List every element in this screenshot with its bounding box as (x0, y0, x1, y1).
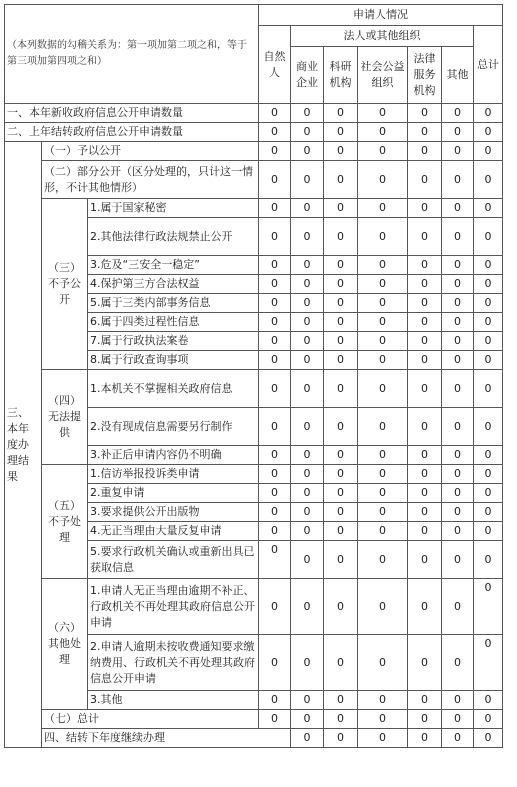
cell-value: 0 (442, 275, 474, 294)
row-label: 2.其他法律行政法规禁止公开 (88, 218, 259, 256)
cell-value: 0 (474, 256, 503, 275)
table-row (5, 199, 503, 218)
row-label: 3.补正后申请内容仍不明确 (88, 446, 259, 465)
cell-value: 0 (259, 503, 291, 522)
cell-value: 0 (291, 541, 324, 579)
group-label: （三）不予公开 (42, 199, 88, 370)
cell-value: 0 (324, 522, 358, 541)
cell-value: 0 (324, 313, 358, 332)
cell-value: 0 (408, 541, 442, 579)
cell-value: 0 (291, 313, 324, 332)
cell-value: 0 (408, 294, 442, 313)
cell-value: 0 (291, 161, 324, 199)
cell-value: 0 (474, 142, 503, 161)
cell-value: 0 (474, 123, 503, 142)
cell-value: 0 (291, 294, 324, 313)
table-row (5, 729, 503, 748)
cell-value: 0 (291, 275, 324, 294)
cell-value: 0 (442, 199, 474, 218)
cell-value: 0 (408, 484, 442, 503)
cell-value: 0 (358, 275, 408, 294)
cell-value: 0 (442, 541, 474, 579)
cell-value: 0 (474, 710, 503, 729)
cell-value: 0 (324, 332, 358, 351)
cell-value: 0 (408, 370, 442, 408)
cell-value: 0 (442, 161, 474, 199)
cell-value: 0 (324, 275, 358, 294)
cell-value: 0 (259, 446, 291, 465)
col-public-welfare: 社会公益组织 (358, 47, 408, 104)
cell-value: 0 (358, 465, 408, 484)
cell-value: 0 (358, 635, 408, 691)
cell-value: 0 (474, 275, 503, 294)
cell-value: 0 (291, 465, 324, 484)
cell-value: 0 (442, 104, 474, 123)
cell-value: 0 (474, 332, 503, 351)
cell-value: 0 (474, 446, 503, 465)
cell-value: 0 (259, 484, 291, 503)
cell-value: 0 (259, 199, 291, 218)
cell-value: 0 (324, 104, 358, 123)
cell-value: 0 (358, 503, 408, 522)
cell-value: 0 (474, 635, 503, 691)
cell-value: 0 (324, 123, 358, 142)
table-row (5, 710, 503, 729)
cell-value: 0 (324, 161, 358, 199)
table-row (5, 579, 503, 635)
cell-value: 0 (291, 710, 324, 729)
cell-value: 0 (291, 351, 324, 370)
cell-value: 0 (474, 484, 503, 503)
cell-value: 0 (259, 294, 291, 313)
cell-value: 0 (358, 161, 408, 199)
cell-value: 0 (358, 351, 408, 370)
cell-value: 0 (442, 691, 474, 710)
col-commercial: 商业企业 (291, 47, 324, 104)
row-label: 4.无正当理由大量反复申请 (88, 522, 259, 541)
cell-value: 0 (408, 729, 442, 748)
row-label: 7.属于行政执法案卷 (88, 332, 259, 351)
cell-value: 0 (442, 408, 474, 446)
cell-value: 0 (408, 710, 442, 729)
cell-value: 0 (408, 351, 442, 370)
row-label: 5.要求行政机关确认或重新出具已获取信息 (88, 541, 259, 579)
col-total: 总计 (474, 26, 503, 104)
cell-value: 0 (291, 579, 324, 635)
cell-value: 0 (291, 123, 324, 142)
cell-value: 0 (259, 275, 291, 294)
cell-value: 0 (474, 408, 503, 446)
cell-value: 0 (358, 541, 408, 579)
cell-value: 0 (442, 370, 474, 408)
cell-value: 0 (408, 275, 442, 294)
cell-value: 0 (259, 104, 291, 123)
cell-value: 0 (259, 522, 291, 541)
cell-value: 0 (358, 123, 408, 142)
cell-value: 0 (474, 199, 503, 218)
cell-value: 0 (442, 313, 474, 332)
cell-value: 0 (358, 332, 408, 351)
cell-value: 0 (408, 161, 442, 199)
group-label: （六）其他处理 (42, 579, 88, 710)
cell-value: 0 (408, 691, 442, 710)
cell-value: 0 (408, 579, 442, 635)
cell-value: 0 (324, 142, 358, 161)
table-row (5, 142, 503, 161)
cell-value: 0 (408, 503, 442, 522)
cell-value: 0 (408, 256, 442, 275)
cell-value: 0 (442, 332, 474, 351)
cell-value: 0 (291, 256, 324, 275)
cell-value: 0 (324, 635, 358, 691)
cell-value: 0 (358, 522, 408, 541)
cell-value: 0 (291, 104, 324, 123)
cell-value: 0 (259, 370, 291, 408)
cell-value: 0 (324, 370, 358, 408)
row-label: 8.属于行政查询事项 (88, 351, 259, 370)
cell-value: 0 (408, 332, 442, 351)
table-row (5, 161, 503, 199)
table-row (5, 465, 503, 484)
cell-value: 0 (358, 729, 408, 748)
cell-value: 0 (358, 104, 408, 123)
row-label: 1.本机关不掌握相关政府信息 (88, 370, 259, 408)
cell-value: 0 (442, 142, 474, 161)
cell-value: 0 (291, 218, 324, 256)
cell-value: 0 (324, 465, 358, 484)
cell-value: 0 (474, 579, 503, 635)
legal-org-header: 法人或其他组织 (291, 26, 474, 47)
cell-value: 0 (259, 142, 291, 161)
cell-value: 0 (358, 579, 408, 635)
cell-value: 0 (259, 161, 291, 199)
cell-value: 0 (358, 370, 408, 408)
cell-value: 0 (408, 313, 442, 332)
cell-value: 0 (358, 218, 408, 256)
row-label: （一）予以公开 (42, 142, 259, 161)
cell-value: 0 (291, 370, 324, 408)
cell-value: 0 (324, 484, 358, 503)
row-label: 2.重复申请 (88, 484, 259, 503)
cell-value: 0 (358, 710, 408, 729)
table-row (5, 370, 503, 408)
cell-value: 0 (408, 446, 442, 465)
cell-value: 0 (474, 370, 503, 408)
cell-value: 0 (474, 503, 503, 522)
cell-value: 0 (442, 635, 474, 691)
section-three-label: 三、本年度办理结果 (5, 142, 42, 748)
cell-value: 0 (291, 729, 324, 748)
cell-value: 0 (442, 729, 474, 748)
cell-value: 0 (291, 332, 324, 351)
row-label: 1.信访举报投诉类申请 (88, 465, 259, 484)
cell-value: 0 (474, 691, 503, 710)
cell-value: 0 (442, 123, 474, 142)
cell-value: 0 (291, 635, 324, 691)
cell-value: 0 (259, 541, 291, 579)
cell-value: 0 (291, 484, 324, 503)
cell-value: 0 (324, 446, 358, 465)
row-label: 5.属于三类内部事务信息 (88, 294, 259, 313)
cell-value: 0 (408, 199, 442, 218)
group-label: （五）不予处理 (42, 465, 88, 579)
cell-value: 0 (358, 294, 408, 313)
cell-value: 0 (408, 465, 442, 484)
applicant-header: 申请人情况 (259, 5, 503, 26)
cell-value: 0 (259, 579, 291, 635)
cell-value: 0 (358, 446, 408, 465)
cell-value: 0 (324, 408, 358, 446)
row-label: 6.属于四类过程性信息 (88, 313, 259, 332)
row-label: 3.要求提供公开出版物 (88, 503, 259, 522)
group-label: （四）无法提供 (42, 370, 88, 465)
cell-value: 0 (474, 294, 503, 313)
row-label: （七）总计 (42, 710, 259, 729)
cell-value: 0 (324, 218, 358, 256)
cell-value: 0 (358, 691, 408, 710)
table-note: （本列数据的勾稽关系为：第一项加第二项之和，等于第三项加第四项之和） (5, 5, 259, 104)
row-label: 3.其他 (88, 691, 259, 710)
cell-value: 0 (259, 691, 291, 710)
cell-value: 0 (442, 503, 474, 522)
cell-value: 0 (291, 503, 324, 522)
cell-value: 0 (474, 104, 503, 123)
cell-value: 0 (474, 218, 503, 256)
cell-value: 0 (474, 351, 503, 370)
disclosure-stats-table (4, 4, 503, 748)
row-label: （二）部分公开（区分处理的，只计这一情形，不计其他情形） (42, 161, 259, 199)
row-label: 四、结转下年度继续办理 (42, 729, 291, 748)
row-label: 1.属于国家秘密 (88, 199, 259, 218)
cell-value: 0 (474, 465, 503, 484)
row-label: 3.危及“三安全一稳定” (88, 256, 259, 275)
cell-value: 0 (259, 351, 291, 370)
cell-value: 0 (442, 256, 474, 275)
cell-value: 0 (259, 256, 291, 275)
cell-value: 0 (408, 522, 442, 541)
cell-value: 0 (442, 351, 474, 370)
row-label: 二、上年结转政府信息公开申请数量 (5, 123, 259, 142)
cell-value: 0 (408, 408, 442, 446)
cell-value: 0 (442, 579, 474, 635)
cell-value: 0 (324, 256, 358, 275)
cell-value: 0 (358, 256, 408, 275)
cell-value: 0 (442, 294, 474, 313)
cell-value: 0 (358, 142, 408, 161)
cell-value: 0 (408, 104, 442, 123)
row-label: 一、本年新收政府信息公开申请数量 (5, 104, 259, 123)
cell-value: 0 (259, 635, 291, 691)
cell-value: 0 (474, 522, 503, 541)
cell-value: 0 (291, 408, 324, 446)
cell-value: 0 (442, 218, 474, 256)
cell-value: 0 (324, 729, 358, 748)
cell-value: 0 (358, 313, 408, 332)
cell-value: 0 (442, 446, 474, 465)
cell-value: 0 (442, 522, 474, 541)
cell-value: 0 (291, 142, 324, 161)
row-label: 2.申请人逾期未按收费通知要求缴纳费用、行政机关不再处理其政府信息公开申请 (88, 635, 259, 691)
cell-value: 0 (324, 503, 358, 522)
row-label: 2.没有现成信息需要另行制作 (88, 408, 259, 446)
cell-value: 0 (358, 484, 408, 503)
cell-value: 0 (474, 541, 503, 579)
col-research: 科研机构 (324, 47, 358, 104)
cell-value: 0 (259, 332, 291, 351)
cell-value: 0 (259, 408, 291, 446)
cell-value: 0 (324, 294, 358, 313)
row-label: 1.申请人无正当理由逾期不补正、行政机关不再处理其政府信息公开申请 (88, 579, 259, 635)
cell-value: 0 (358, 408, 408, 446)
cell-value: 0 (408, 123, 442, 142)
cell-value: 0 (324, 541, 358, 579)
row-label: 4.保护第三方合法权益 (88, 275, 259, 294)
cell-value: 0 (408, 142, 442, 161)
cell-value: 0 (408, 635, 442, 691)
cell-value: 0 (259, 465, 291, 484)
cell-value: 0 (259, 218, 291, 256)
cell-value: 0 (291, 522, 324, 541)
cell-value: 0 (259, 313, 291, 332)
col-legal-service: 法律服务机构 (408, 47, 442, 104)
cell-value: 0 (324, 691, 358, 710)
cell-value: 0 (474, 161, 503, 199)
cell-value: 0 (474, 729, 503, 748)
cell-value: 0 (442, 484, 474, 503)
table-row (5, 104, 503, 123)
col-natural-person: 自然人 (259, 26, 291, 104)
cell-value: 0 (324, 199, 358, 218)
cell-value: 0 (358, 199, 408, 218)
cell-value: 0 (259, 710, 291, 729)
cell-value: 0 (324, 351, 358, 370)
table-row (5, 123, 503, 142)
cell-value: 0 (442, 710, 474, 729)
col-other: 其他 (442, 47, 474, 104)
cell-value: 0 (474, 313, 503, 332)
cell-value: 0 (324, 579, 358, 635)
cell-value: 0 (291, 446, 324, 465)
cell-value: 0 (291, 691, 324, 710)
cell-value: 0 (291, 199, 324, 218)
cell-value: 0 (442, 465, 474, 484)
cell-value: 0 (324, 710, 358, 729)
cell-value: 0 (408, 218, 442, 256)
cell-value: 0 (259, 123, 291, 142)
